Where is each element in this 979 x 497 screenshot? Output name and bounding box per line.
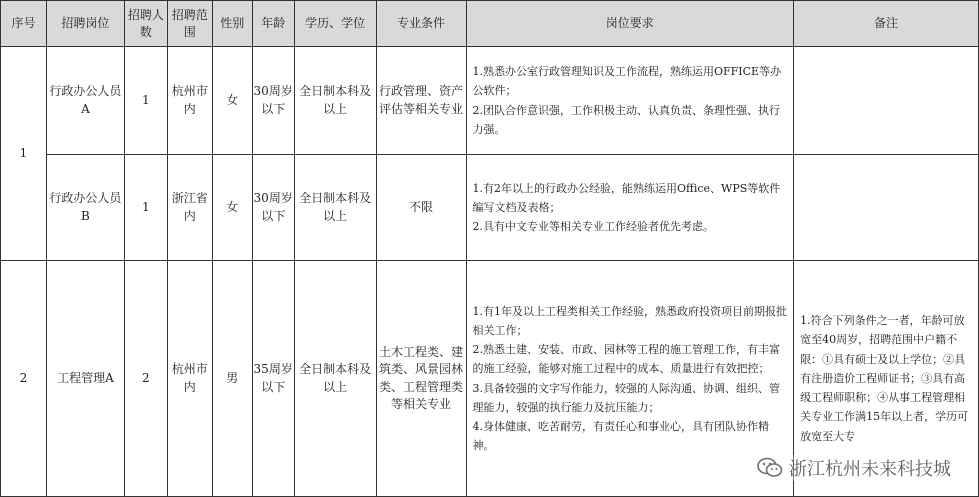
- requirements-cell: [466, 47, 794, 155]
- header-gender: 性别: [212, 1, 252, 47]
- watermark-text: 浙江杭州未来科技城: [789, 459, 951, 480]
- education-cell: 全日制本科及以上: [294, 155, 376, 261]
- header-age: 年龄: [252, 1, 294, 47]
- requirements-cell: [466, 155, 794, 261]
- major-cell: 土木工程类、建筑类、风景园林类、工程管理类等相关专业: [376, 261, 466, 497]
- gender-cell: 男: [212, 261, 252, 497]
- header-post: 招聘岗位: [46, 1, 124, 47]
- gender-cell: 女: [212, 47, 252, 155]
- header-seq: 序号: [1, 1, 47, 47]
- count-cell: 1: [124, 47, 167, 155]
- table-row: [1, 155, 979, 261]
- header-education: 学历、学位: [294, 1, 376, 47]
- requirement-item: 1.有1年及以上工程类相关工作经验，熟悉政府投资项目前期报批相关工作；: [472, 304, 787, 337]
- age-cell: 30周岁以下: [252, 47, 294, 155]
- requirement-item: 2.具有中文专业等相关专业工作经验者优先考虑。: [472, 220, 714, 234]
- requirement-item: 1.熟悉办公室行政管理知识及工作流程，熟练运用OFFICE等办公软件；: [472, 65, 782, 98]
- scope-cell: 杭州市内: [167, 261, 212, 497]
- post-cell: 行政办公人员B: [46, 155, 124, 261]
- requirement-item: 4.身体健康、吃苦耐劳，有责任心和事业心，具有团队协作精神。: [472, 420, 769, 453]
- age-cell: 30周岁以下: [252, 155, 294, 261]
- major-cell: 不限: [376, 155, 466, 261]
- requirements-cell: [466, 261, 794, 497]
- header-major: 专业条件: [376, 1, 466, 47]
- header-row: [1, 1, 979, 47]
- header-note: 备注: [794, 1, 979, 47]
- post-cell: 行政办公人员A: [46, 47, 124, 155]
- header-count: 招聘人数: [124, 1, 167, 47]
- header-scope: 招聘范围: [167, 1, 212, 47]
- requirement-item: 2.熟悉土建、安装、市政、园林等工程的施工管理工作，有丰富的施工经验，能够对施工过程中的成本、质量进行有效把控；: [472, 343, 780, 376]
- gender-cell: 女: [212, 155, 252, 261]
- age-cell: 35周岁以下: [252, 261, 294, 497]
- note-cell: [794, 47, 979, 155]
- scope-cell: 杭州市内: [167, 47, 212, 155]
- note-item: 1.符合下列条件之一者，年龄可放宽至40周岁，招聘范围中户籍不限：①具有硕士及以上学位；②具有注册造价工程师证书；③具有高级工程师职称；④从事工程管理相关专业工作满15年以上者，学历可放宽至大专: [800, 314, 969, 443]
- seq-cell: 1: [1, 47, 47, 261]
- header-requirements: 岗位要求: [466, 1, 794, 47]
- wechat-icon: [757, 457, 783, 479]
- requirement-item: 2.团队合作意识强，工作积极主动、认真负责、条理性强、执行力强。: [472, 103, 780, 136]
- requirement-item: 1.有2年以上的行政办公经验，能熟练运用Office、WPS等软件编写文档及表格；: [472, 181, 781, 214]
- education-cell: 全日制本科及以上: [294, 47, 376, 155]
- note-cell: [794, 155, 979, 261]
- count-cell: 1: [124, 155, 167, 261]
- count-cell: 2: [124, 261, 167, 497]
- scope-cell: 浙江省内: [167, 155, 212, 261]
- education-cell: 全日制本科及以上: [294, 261, 376, 497]
- post-cell: 工程管理A: [46, 261, 124, 497]
- table-row: [1, 47, 979, 155]
- major-cell: 行政管理、资产评估等相关专业: [376, 47, 466, 155]
- seq-cell: 2: [1, 261, 47, 497]
- requirement-item: 3.具备较强的文字写作能力，较强的人际沟通、协调、组织、管理能力，较强的执行能力及抗压能力；: [472, 381, 780, 414]
- watermark: [757, 455, 951, 481]
